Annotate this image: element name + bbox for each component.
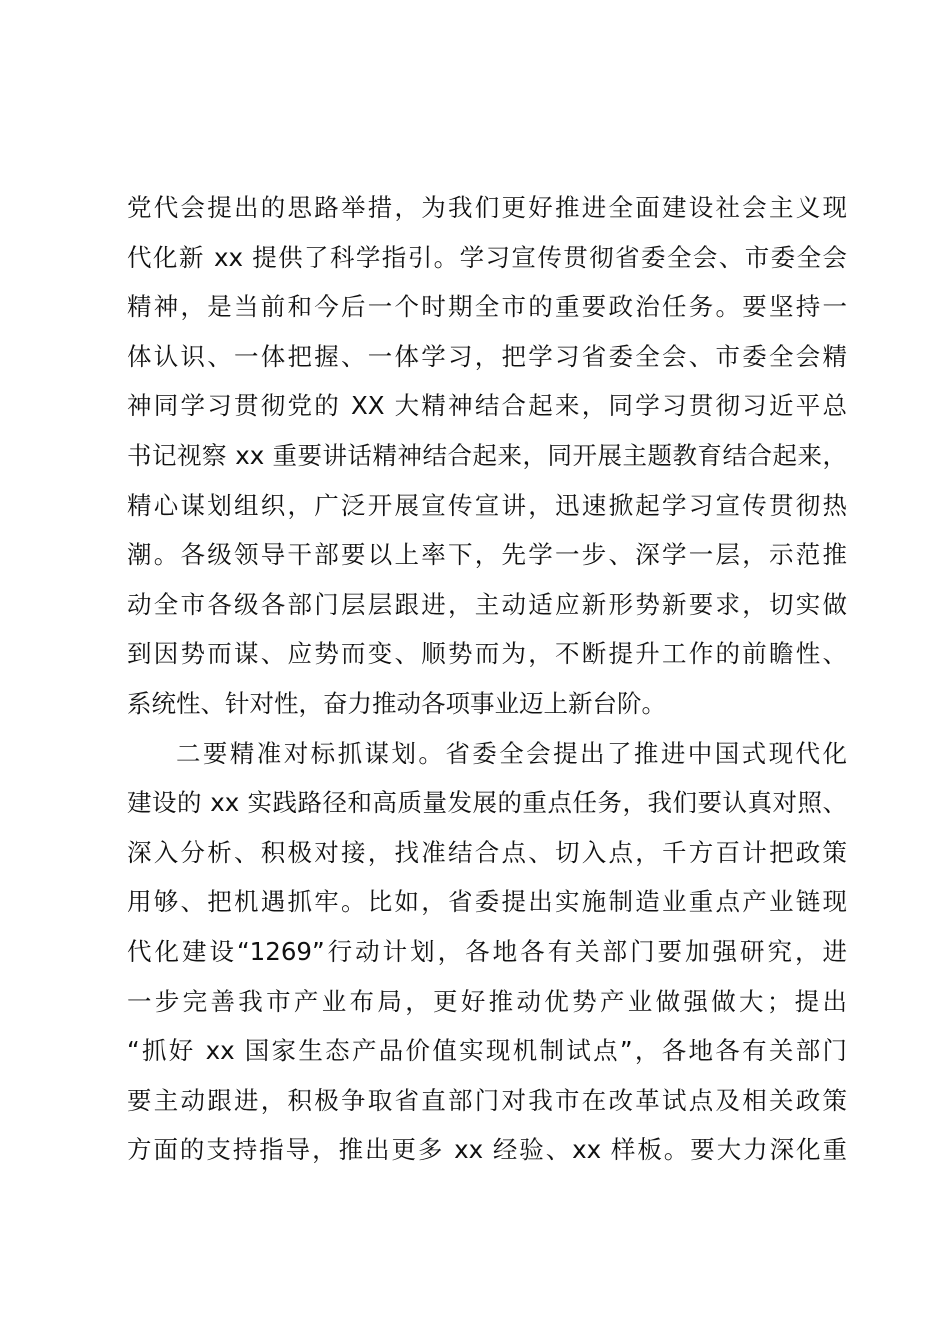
text-line: 一步完善我市产业布局，更好推动优势产业做强做大；提出 — [127, 986, 847, 1016]
text-line: 建设的 xx 实践路径和高质量发展的重点任务，我们要认真对照、 — [127, 788, 847, 818]
text-line: 代化建设“1269”行动计划，各地各有关部门要加强研究，进 — [127, 936, 847, 966]
text-line: 要主动跟进，积极争取省直部门对我市在改革试点及相关政策 — [127, 1085, 847, 1115]
text-line: 书记视察 xx 重要讲话精神结合起来，同开展主题教育结合起来， — [127, 440, 847, 470]
text-line: 到因势而谋、应势而变、顺势而为，不断提升工作的前瞻性、 — [127, 639, 847, 669]
text-line: 体认识、一体把握、一体学习，把学习省委全会、市委全会精 — [127, 341, 847, 371]
text-line: 精心谋划组织，广泛开展宣传宣讲，迅速掀起学习宣传贯彻热 — [127, 490, 847, 520]
text-line: 深入分析、积极对接，找准结合点、切入点，千方百计把政策 — [127, 837, 847, 867]
text-line: 代化新 xx 提供了科学指引。学习宣传贯彻省委全会、市委全会 — [127, 242, 847, 272]
text-line: 用够、把机遇抓牢。比如，省委提出实施制造业重点产业链现 — [127, 887, 847, 917]
paragraph-2 — [127, 729, 847, 1175]
body-text — [127, 183, 847, 1175]
text-line: 动全市各级各部门层层跟进，主动适应新形势新要求，切实做 — [127, 589, 847, 619]
text-line: 精神，是当前和今后一个时期全市的重要政治任务。要坚持一 — [127, 292, 847, 322]
text-line: 党代会提出的思路举措，为我们更好推进全面建设社会主义现 — [127, 193, 847, 222]
text-line: 二要精准对标抓谋划。省委全会提出了推进中国式现代化 — [176, 738, 847, 768]
text-line: 潮。各级领导干部要以上率下，先学一步、深学一层，示范推 — [127, 540, 847, 570]
text-line: 系统性、针对性，奋力推动各项事业迈上新台阶。 — [127, 688, 666, 718]
text-line: 方面的支持指导，推出更多 xx 经验、xx 样板。要大力深化重 — [127, 1135, 847, 1165]
paragraph-1 — [127, 183, 847, 729]
text-line: 神同学习贯彻党的 XX 大精神结合起来，同学习贯彻习近平总 — [127, 391, 847, 421]
text-line: “抓好 xx 国家生态产品价值实现机制试点”，各地各有关部门 — [127, 1036, 847, 1066]
